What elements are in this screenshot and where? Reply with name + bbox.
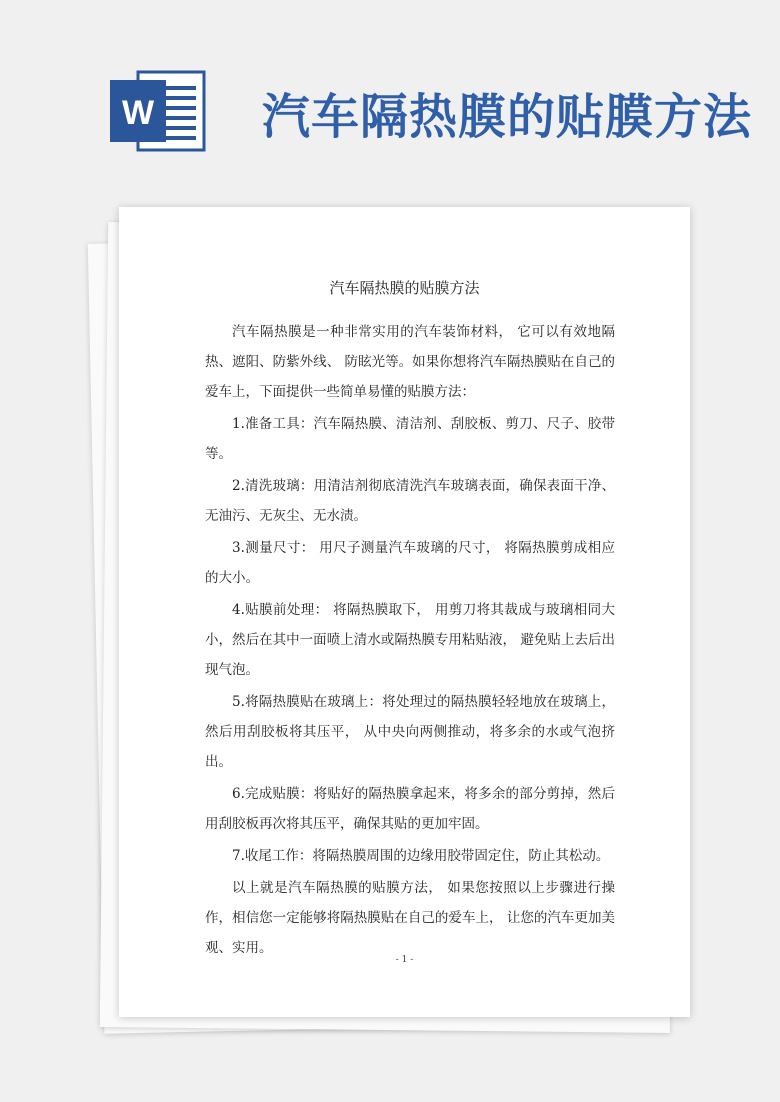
header (0, 0, 780, 190)
document-page (119, 207, 690, 1017)
page-number: - 1 - (395, 955, 414, 965)
word-icon (108, 68, 208, 154)
document-title: 汽车隔热膜的贴膜方法 (329, 279, 480, 297)
paragraph: 6.完成贴膜：将贴好的隔热膜拿起来，将多余的部分剪掉，然后用刮胶板再次将其压平，确保其贴的更加牢固。 (205, 786, 615, 832)
paragraph: 1.准备工具：汽车隔热膜、清洁剂、刮胶板、剪刀、尺子、胶带等。 (205, 416, 615, 462)
paragraph: 以上就是汽车隔热膜的贴膜方法， 如果您按照以上步骤进行操作，相信您一定能够将隔热膜贴在自己的爱车上， 让您的汽车更加美观、实用。 (205, 880, 615, 956)
paragraph: 2.清洗玻璃：用清洁剂彻底清洗汽车玻璃表面，确保表面干净、无油污、无灰尘、无水渍。 (205, 478, 615, 524)
word-logo-letter: W (121, 94, 155, 132)
paragraph: 3.测量尺寸： 用尺子测量汽车玻璃的尺寸， 将隔热膜剪成相应的大小。 (205, 540, 615, 586)
paragraph: 5.将隔热膜贴在玻璃上：将处理过的隔热膜轻轻地放在玻璃上，然后用刮胶板将其压平， 从中央向两侧推动，将多余的水或气泡挤出。 (205, 694, 615, 770)
paragraph: 7.收尾工作：将隔热膜周围的边缘用胶带固定住，防止其松动。 (232, 848, 610, 864)
paragraph: 汽车隔热膜是一种非常实用的汽车装饰材料， 它可以有效地隔热、遮阳、防紫外线、 防眩光等。如果你想将汽车隔热膜贴在自己的爱车上，下面提供一些简单易懂的贴膜方法： (205, 324, 615, 400)
paragraph: 4.贴膜前处理： 将隔热膜取下， 用剪刀将其裁成与玻璃相同大小，然后在其中一面喷上清水或隔热膜专用粘贴液， 避免贴上去后出现气泡。 (205, 602, 615, 678)
page-title: 汽车隔热膜的贴膜方法 (262, 89, 753, 145)
document-body (205, 317, 615, 963)
